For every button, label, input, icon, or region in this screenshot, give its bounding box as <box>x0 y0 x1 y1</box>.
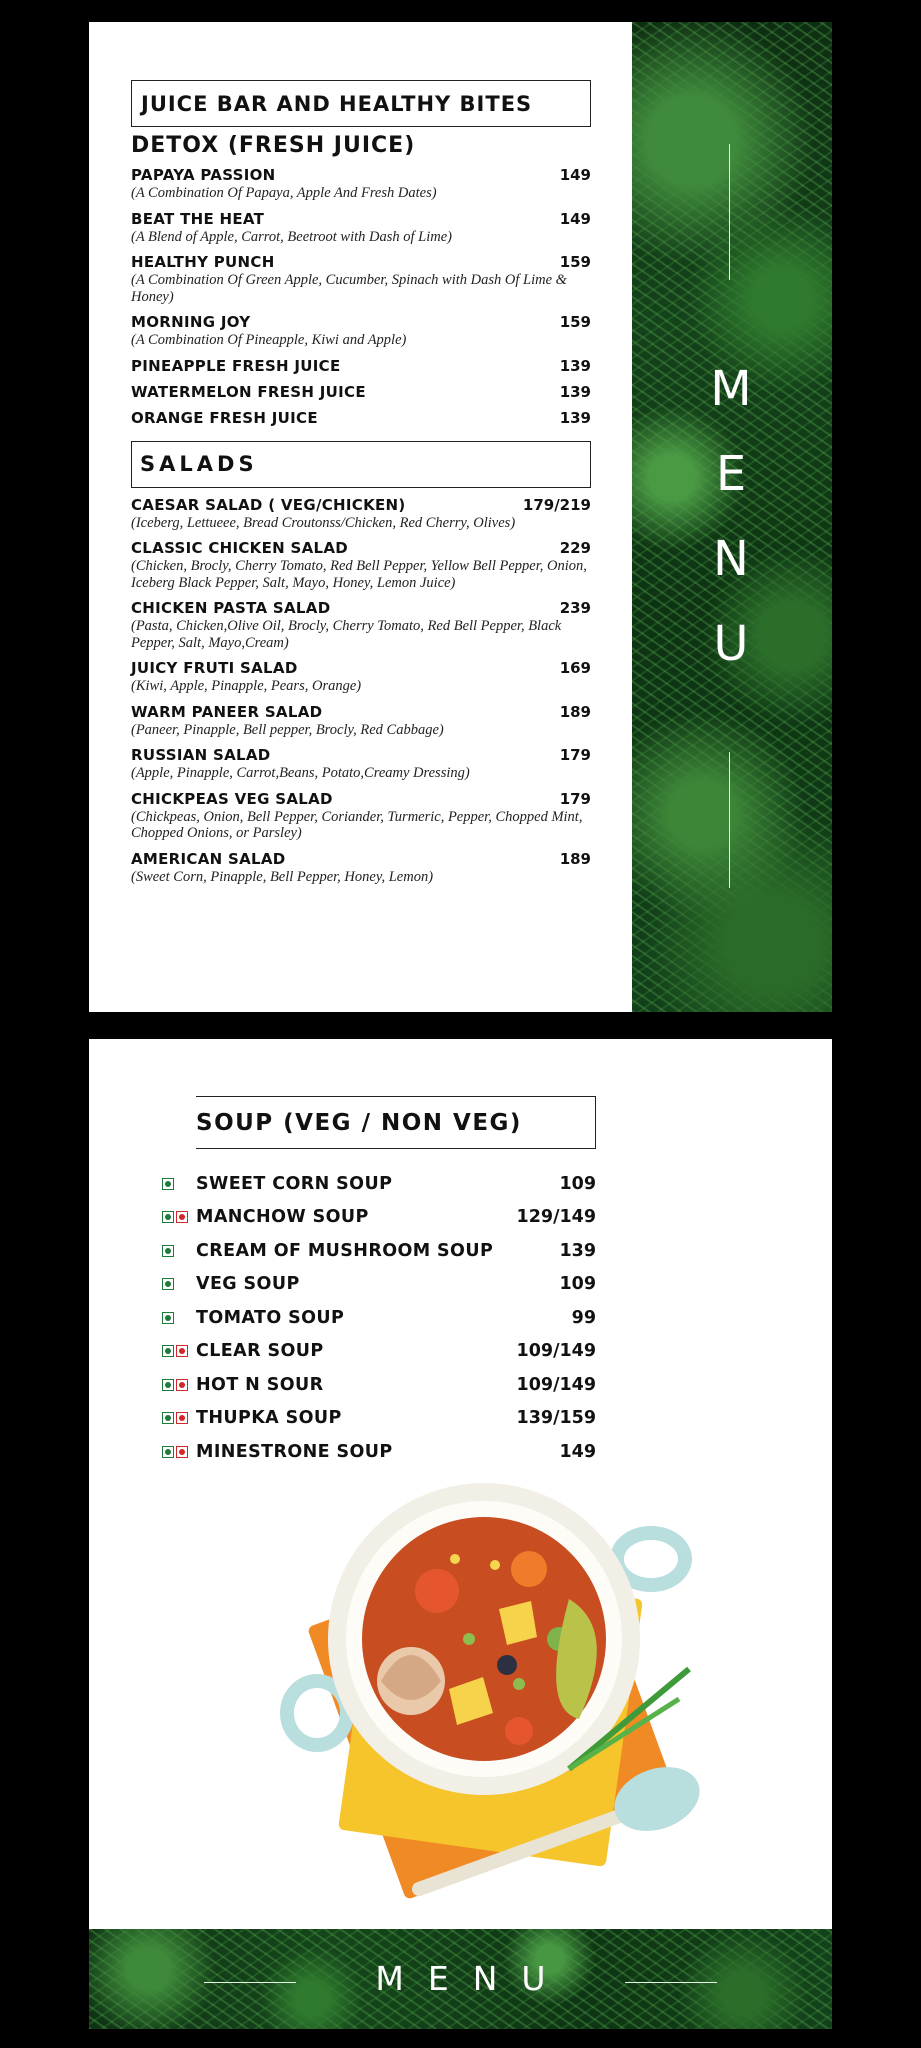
olive-piece <box>497 1655 517 1675</box>
menu-item-row <box>131 409 591 427</box>
menu-item-price: 149 <box>559 166 591 184</box>
menu-item-price: 139 <box>559 408 591 427</box>
menu-item-row <box>131 313 591 331</box>
side-menu-word <box>686 347 776 687</box>
footer-menu-word: MENU <box>375 1959 570 1998</box>
soup-name: THUPKA SOUP <box>196 1408 342 1429</box>
menu-item-description: (Kiwi, Apple, Pinapple, Pears, Orange) <box>131 678 362 694</box>
side-menu-letter: M <box>710 361 752 417</box>
menu-item-name: RUSSIAN SALAD <box>131 746 271 764</box>
side-menu-letter: E <box>715 446 747 502</box>
veg-symbol-icon <box>162 1312 174 1324</box>
salad-item-list <box>131 496 591 886</box>
menu-item-price: 159 <box>559 313 591 331</box>
soup-row <box>162 1335 596 1369</box>
soup-row <box>162 1201 596 1235</box>
menu-item-name: ORANGE FRESH JUICE <box>131 408 318 427</box>
nonveg-symbol-icon <box>176 1379 188 1391</box>
menu-item-name: CHICKPEAS VEG SALAD <box>131 789 333 808</box>
soup-name: MINESTRONE SOUP <box>196 1441 393 1462</box>
soup-price: 129/149 <box>516 1207 596 1228</box>
juice-bar-heading: JUICE BAR AND HEALTHY BITES <box>131 80 591 127</box>
soup-name: CREAM OF MUSHROOM SOUP <box>196 1240 494 1261</box>
menu-item-name: WATERMELON FRESH JUICE <box>131 382 366 401</box>
menu-item <box>131 253 591 305</box>
menu-item-name: CAESAR SALAD ( VEG/CHICKEN) <box>131 495 406 514</box>
menu-item <box>131 790 591 842</box>
side-menu-letter: N <box>713 531 749 587</box>
menu-item <box>131 313 591 349</box>
veg-symbol-icon <box>162 1412 174 1424</box>
menu-item-price: 139 <box>559 356 591 375</box>
menu-item-row <box>131 599 591 617</box>
soup-row <box>162 1368 596 1402</box>
veg-symbol-icon <box>162 1446 174 1458</box>
menu-item <box>131 703 591 739</box>
menu-item-description: (Paneer, Pinapple, Bell pepper, Brocly, Red Cabbage) <box>131 721 444 738</box>
menu-item-description: (A Combination Of Pineapple, Kiwi and Apple) <box>131 332 407 348</box>
menu-item-row <box>131 253 591 271</box>
soup-price: 109 <box>559 1274 596 1295</box>
diet-badges <box>162 1345 196 1357</box>
soup-price: 139 <box>559 1240 596 1261</box>
menu-item-name: JUICY FRUTI SALAD <box>131 659 298 677</box>
soup-price: 109/149 <box>516 1374 596 1395</box>
menu-item <box>131 659 591 695</box>
menu-item-name: CHICKEN PASTA SALAD <box>131 599 331 617</box>
soup-price: 139/159 <box>516 1408 596 1429</box>
menu-item <box>131 357 591 375</box>
soup-name: SWEET CORN SOUP <box>196 1173 393 1194</box>
diet-badges <box>162 1379 196 1391</box>
menu-item-price: 189 <box>559 702 591 721</box>
menu-item-name: PINEAPPLE FRESH JUICE <box>131 356 341 375</box>
menu-item <box>131 210 591 246</box>
menu-item-name: CLASSIC CHICKEN SALAD <box>131 539 349 557</box>
nonveg-symbol-icon <box>176 1345 188 1357</box>
fern-side-panel <box>632 22 832 1012</box>
soup-price: 109/149 <box>516 1341 596 1362</box>
veg-symbol-icon <box>162 1211 174 1223</box>
menu-item-row <box>131 383 591 401</box>
menu-item-row <box>131 539 591 557</box>
menu-item-row <box>131 850 591 868</box>
menu-item-description: (A Combination Of Papaya, Apple And Fresh Dates) <box>131 185 437 201</box>
menu-item-row <box>131 659 591 677</box>
nonveg-symbol-icon <box>176 1412 188 1424</box>
salads-heading: SALADS <box>131 441 591 488</box>
menu-item-description: (Sweet Corn, Pinapple, Bell Pepper, Honey, Lemon) <box>131 868 434 885</box>
menu-item-price: 149 <box>559 209 591 228</box>
footer-divider-right <box>625 1982 717 1983</box>
menu-item-row <box>131 790 591 808</box>
menu-item-description: (Chickpeas, Onion, Bell Pepper, Coriander, Turmeric, Pepper, Chopped Mint, Chopped Onions, or Parsley) <box>131 808 583 841</box>
nonveg-symbol-icon <box>176 1446 188 1458</box>
menu-item <box>131 383 591 401</box>
menu-item-description: (Pasta, Chicken,Olive Oil, Brocly, Cherry Tomato, Red Bell Pepper, Black Pepper, Salt, Mayo,Cream) <box>131 618 562 651</box>
soup-name: MANCHOW SOUP <box>196 1207 369 1228</box>
menu-item-name: MORNING JOY <box>131 313 251 331</box>
soup-row <box>162 1435 596 1469</box>
menu-item-description: (Iceberg, Lettueee, Bread Croutonss/Chicken, Red Cherry, Olives) <box>131 514 516 531</box>
diet-badges <box>162 1245 196 1257</box>
fern-footer-band <box>89 1929 832 2029</box>
diet-badges <box>162 1312 196 1324</box>
menu-item-name: AMERICAN SALAD <box>131 849 286 868</box>
menu-item-price: 169 <box>559 659 591 677</box>
soup-row <box>162 1234 596 1268</box>
soup-row <box>162 1301 596 1335</box>
veg-symbol-icon <box>162 1178 174 1190</box>
veg-symbol-icon <box>162 1245 174 1257</box>
menu-item-price: 189 <box>559 849 591 868</box>
detox-section-title: DETOX (FRESH JUICE) <box>131 133 416 158</box>
diet-badges <box>162 1446 196 1458</box>
soup-row <box>162 1402 596 1436</box>
menu-item <box>131 746 591 782</box>
menu-item-description: (Chicken, Brocly, Cherry Tomato, Red Bell Pepper, Yellow Bell Pepper, Onion, Iceberg Black Pepper, Salt, Mayo, Honey, Lemon Juice) <box>131 558 587 591</box>
veg-symbol-icon <box>162 1345 174 1357</box>
menu-item <box>131 850 591 886</box>
menu-item-row <box>131 357 591 375</box>
soup-name: VEG SOUP <box>196 1274 300 1295</box>
soup-row <box>162 1167 596 1201</box>
soup-item-list <box>162 1167 596 1469</box>
diet-badges <box>162 1178 196 1190</box>
menu-item-row <box>131 746 591 764</box>
veg-symbol-icon <box>162 1278 174 1290</box>
soup-price: 109 <box>559 1173 596 1194</box>
menu-item-row <box>131 210 591 228</box>
menu-item-name: PAPAYA PASSION <box>131 166 276 184</box>
soup-name: TOMATO SOUP <box>196 1307 345 1328</box>
menu-item <box>131 539 591 591</box>
menu-item-price: 179 <box>559 789 591 808</box>
menu-item-row <box>131 166 591 184</box>
menu-item <box>131 166 591 202</box>
soup-row <box>162 1268 596 1302</box>
diet-badges <box>162 1211 196 1223</box>
menu-item-price: 179 <box>559 746 591 764</box>
soup-bowl-illustration <box>269 1469 709 1909</box>
tomato-piece <box>415 1569 459 1613</box>
menu-item-description: (Apple, Pinapple, Carrot,Beans, Potato,Creamy Dressing) <box>131 765 470 781</box>
menu-item-description: (A Blend of Apple, Carrot, Beetroot with Dash of Lime) <box>131 228 452 245</box>
menu-item <box>131 409 591 427</box>
menu-item-description: (A Combination Of Green Apple, Cucumber, Spinach with Dash Of Lime & Honey) <box>131 272 567 305</box>
juice-salad-content <box>131 80 591 885</box>
menu-item-price: 159 <box>559 253 591 271</box>
menu-page-juice-salads <box>89 22 832 1012</box>
veg-symbol-icon <box>162 1379 174 1391</box>
menu-item-price: 179/219 <box>522 495 591 514</box>
menu-item-name: BEAT THE HEAT <box>131 209 265 228</box>
menu-item-name: HEALTHY PUNCH <box>131 253 275 271</box>
side-menu-letter: U <box>713 616 749 672</box>
diet-badges <box>162 1412 196 1424</box>
side-divider-top <box>729 144 730 280</box>
menu-page-soups <box>89 1039 832 2029</box>
side-divider-bottom <box>729 752 730 888</box>
soup-heading: SOUP (VEG / NON VEG) <box>196 1096 596 1149</box>
menu-item-row <box>131 496 591 514</box>
soup-name: HOT N SOUR <box>196 1374 324 1395</box>
menu-item <box>131 599 591 651</box>
menu-item-price: 239 <box>559 599 591 617</box>
soup-price: 99 <box>571 1307 596 1328</box>
diet-badges <box>162 1278 196 1290</box>
menu-item-price: 139 <box>559 382 591 401</box>
menu-item-name: WARM PANEER SALAD <box>131 702 323 721</box>
detox-item-list <box>131 166 591 427</box>
nonveg-symbol-icon <box>176 1211 188 1223</box>
soup-name: CLEAR SOUP <box>196 1341 324 1362</box>
soup-price: 149 <box>559 1441 596 1462</box>
menu-item-row <box>131 703 591 721</box>
menu-item-price: 229 <box>559 539 591 557</box>
menu-item <box>131 496 591 532</box>
